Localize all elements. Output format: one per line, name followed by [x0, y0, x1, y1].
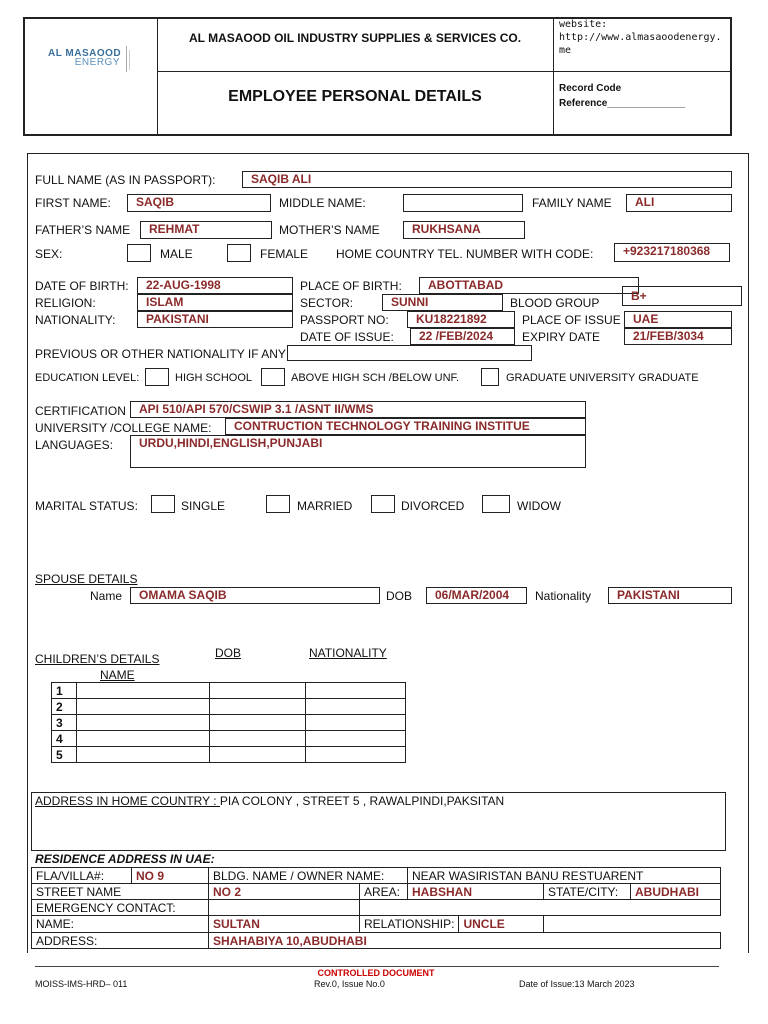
table-row: FLA/VILLA#: NO 9 BLDG. NAME / OWNER NAME: NEAR WASIRISTAN BANU RESTUARENT [32, 868, 721, 884]
residence-heading: RESIDENCE ADDRESS IN UAE: [35, 852, 215, 866]
education-label: EDUCATION LEVEL: [35, 372, 140, 384]
marital-status-label: MARITAL STATUS: [35, 499, 138, 513]
spouse-name-field[interactable]: OMAMA SAQIB [130, 587, 380, 604]
male-label: MALE [160, 247, 193, 261]
dob-label: DATE OF BIRTH: [35, 279, 129, 293]
reference: Reference______________ [559, 98, 686, 109]
spouse-nationality-label: Nationality [535, 589, 592, 603]
company-logo: AL MASAOOD ENERGY [48, 48, 138, 68]
graduate-label: GRADUATE UNIVERSITY GRADUATE [506, 372, 699, 384]
father-name-field[interactable]: REHMAT [140, 221, 272, 239]
middle-name-field[interactable] [403, 194, 523, 212]
spouse-name-label: Name [90, 589, 123, 603]
spouse-nationality-field[interactable]: PAKISTANI [608, 587, 732, 604]
table-row: 1 [52, 683, 406, 699]
children-name-heading: NAME [100, 668, 135, 682]
residence-table [31, 867, 721, 949]
blood-group-field[interactable]: B+ [622, 286, 742, 306]
table-row: NAME: SULTAN RELATIONSHIP: UNCLE [32, 916, 721, 933]
religion-label: RELIGION: [35, 296, 96, 310]
university-field[interactable]: CONTRUCTION TECHNOLOGY TRAINING INSTITUE [225, 418, 586, 435]
pob-label: PLACE OF BIRTH: [300, 279, 402, 293]
family-name-field[interactable]: ALI [626, 194, 732, 212]
full-name-label: FULL NAME (AS IN PASSPORT): [35, 173, 216, 187]
home-address-value: PIA COLONY , STREET 5 , RAWALPINDI,PAKSITAN [219, 794, 505, 808]
sex-label: SEX: [35, 247, 63, 261]
above-high-school-checkbox[interactable] [261, 368, 285, 386]
table-row: 3 [52, 715, 406, 731]
widow-label: WIDOW [517, 499, 561, 513]
spouse-dob-field[interactable]: 06/MAR/2004 [426, 587, 527, 604]
home-address-line [35, 794, 504, 808]
first-name-field[interactable]: SAQIB [127, 194, 271, 212]
single-label: SINGLE [181, 499, 226, 513]
table-row: 2 [52, 699, 406, 715]
children-dob-heading: DOB [215, 646, 242, 660]
divorced-checkbox[interactable] [371, 495, 395, 513]
middle-name-label: MIDDLE NAME: [279, 196, 366, 210]
website-url: http://www.almasaoodenergy.me [559, 32, 722, 56]
mother-name-field[interactable]: RUKHSANA [403, 221, 525, 239]
single-checkbox[interactable] [151, 495, 175, 513]
page-title: EMPLOYEE PERSONAL DETAILS [228, 88, 482, 105]
expiry-field[interactable]: 21/FEB/3034 [624, 328, 732, 345]
certification-field[interactable]: API 510/API 570/CSWIP 3.1 /ASNT II/WMS [130, 401, 586, 418]
female-checkbox[interactable] [227, 244, 251, 262]
family-name-label: FAMILY NAME [532, 196, 612, 210]
revision: Rev.0, Issue No.0 [314, 979, 385, 989]
religion-field[interactable]: ISLAM [137, 294, 293, 311]
spouse-heading: SPOUSE DETAILS [35, 572, 138, 586]
prev-nationality-field[interactable] [287, 345, 532, 361]
high-school-label: HIGH SCHOOL [175, 372, 253, 384]
home-tel-field[interactable]: +923217180368 [614, 243, 730, 262]
male-checkbox[interactable] [127, 244, 151, 262]
first-name-label: FIRST NAME: [35, 196, 111, 210]
graduate-checkbox[interactable] [481, 368, 499, 386]
table-row: 5 [52, 747, 406, 763]
divorced-label: DIVORCED [401, 499, 465, 513]
married-checkbox[interactable] [266, 495, 290, 513]
married-label: MARRIED [297, 499, 353, 513]
document-code: MOISS-IMS-HRD– 011 [35, 979, 128, 989]
high-school-checkbox[interactable] [145, 368, 169, 386]
controlled-document-label: CONTROLLED DOCUMENT [317, 968, 435, 978]
languages-field[interactable]: URDU,HINDI,ENGLISH,PUNJABI [130, 435, 586, 468]
mother-name-label: MOTHER’S NAME [279, 223, 380, 237]
footer-date-of-issue: Date of Issue:13 March 2023 [519, 979, 635, 989]
above-high-school-label: ABOVE HIGH SCH /BELOW UNF. [291, 372, 460, 384]
footer-divider [35, 966, 719, 967]
children-nationality-heading: NATIONALITY [309, 646, 387, 660]
website-label: website: [559, 19, 608, 30]
expiry-label: EXPIRY DATE [522, 330, 601, 344]
languages-label: LANGUAGES: [35, 438, 114, 452]
widow-checkbox[interactable] [482, 495, 510, 513]
nationality-label: NATIONALITY: [35, 313, 116, 327]
female-label: FEMALE [260, 247, 309, 261]
university-label: UNIVERSITY /COLLEGE NAME: [35, 421, 212, 435]
nationality-field[interactable]: PAKISTANI [137, 311, 293, 328]
children-table [51, 682, 406, 763]
blood-group-label: BLOOD GROUP [510, 296, 600, 310]
dob-field[interactable]: 22-AUG-1998 [137, 277, 293, 294]
pob-field[interactable]: ABOTTABAD [419, 277, 639, 294]
table-row: STREET NAME NO 2 AREA: HABSHAN STATE/CITY: ABUDHABI [32, 884, 721, 900]
certification-label: CERTIFICATION [35, 404, 126, 418]
table-row: EMERGENCY CONTACT: [32, 900, 721, 916]
full-name-field[interactable]: SAQIB ALI [242, 171, 732, 188]
sector-field[interactable]: SUNNI [382, 294, 503, 311]
home-tel-label: HOME COUNTRY TEL. NUMBER WITH CODE: [336, 247, 594, 261]
table-row: ADDRESS: SHAHABIYA 10,ABUDHABI [32, 933, 721, 949]
place-issue-label: PLACE OF ISSUE [522, 313, 621, 327]
date-issue-label: DATE OF ISSUE: [300, 330, 394, 344]
company-name: AL MASAOOD OIL INDUSTRY SUPPLIES & SERVICES CO. [188, 31, 522, 45]
passport-label: PASSPORT NO: [300, 313, 389, 327]
prev-nationality-label: PREVIOUS OR OTHER NATIONALITY IF ANY [35, 347, 286, 361]
father-name-label: FATHER’S NAME [35, 223, 131, 237]
passport-field[interactable]: KU18221892 [407, 311, 515, 328]
record-code: Record Code [559, 83, 622, 94]
sector-label: SECTOR: [300, 296, 354, 310]
children-heading: CHILDREN’S DETAILS [35, 652, 160, 666]
date-issue-field[interactable]: 22 /FEB/2024 [410, 328, 515, 345]
table-row: 4 [52, 731, 406, 747]
home-address-label: ADDRESS IN HOME COUNTRY : [35, 794, 220, 808]
place-issue-field[interactable]: UAE [624, 311, 732, 328]
spouse-dob-label: DOB [386, 589, 413, 603]
